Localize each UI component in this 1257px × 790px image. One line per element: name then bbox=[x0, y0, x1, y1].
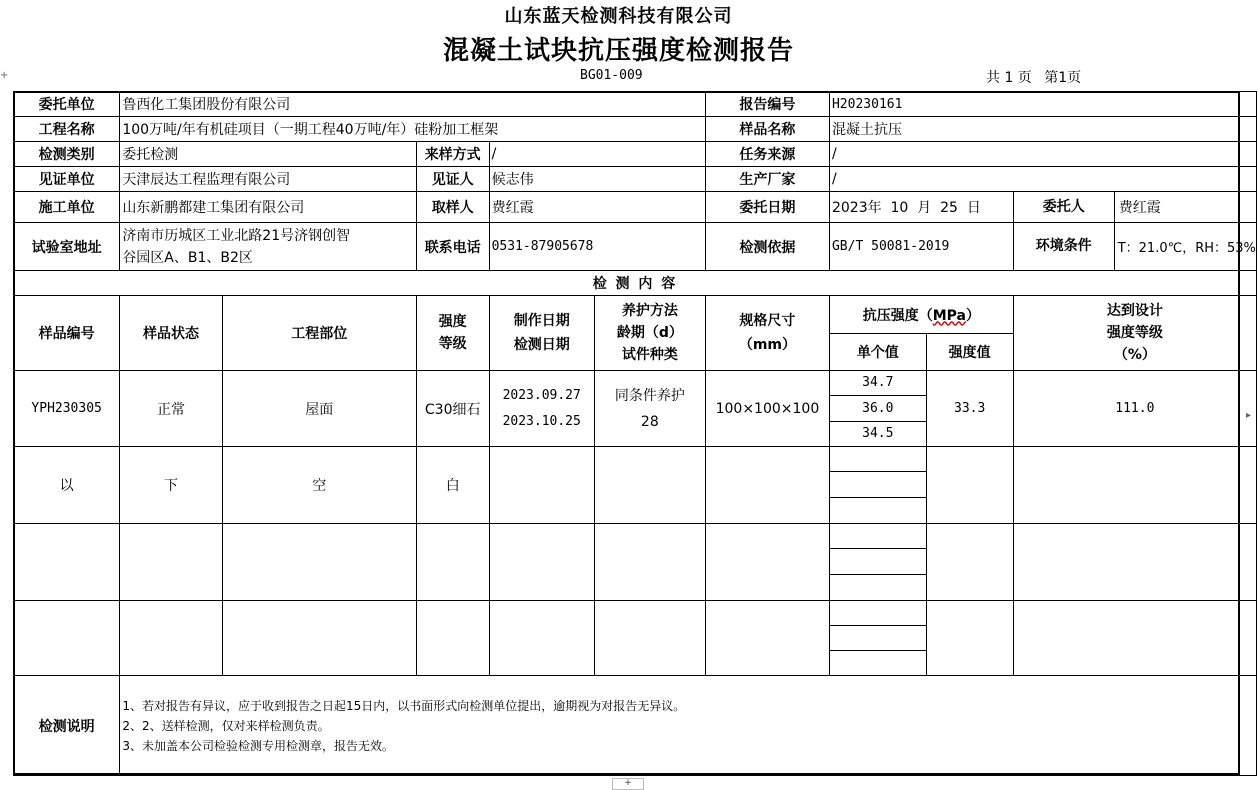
lab-address-label: 试验室地址 bbox=[14, 223, 120, 271]
row-resize-handle[interactable]: + bbox=[0, 70, 9, 81]
form-code: BG01-009 bbox=[580, 68, 643, 83]
col-design-line-2: 强度等级 bbox=[1106, 325, 1163, 341]
row-curing-method: 同条件养护 bbox=[614, 387, 685, 404]
phone-value: 0531-87905678 bbox=[489, 223, 705, 271]
row-single-3: 34.5 bbox=[862, 426, 894, 441]
report-no-label: 报告编号 bbox=[705, 92, 829, 117]
lab-address-line-2: 谷园区A、B1、B2区 bbox=[122, 249, 253, 266]
sampling-value: / bbox=[489, 142, 705, 167]
manufacturer-label: 生产厂家 bbox=[705, 167, 829, 192]
test-type-label: 检测类别 bbox=[14, 142, 120, 167]
client-value: 鲁西化工集团股份有限公司 bbox=[120, 92, 706, 117]
col-size-line-2: （mm） bbox=[738, 337, 797, 353]
company-name: 山东蓝天检测科技有限公司 bbox=[504, 6, 733, 27]
test-type-value: 委托检测 bbox=[120, 142, 416, 167]
row-strength: 33.3 bbox=[926, 371, 1013, 447]
col-curing-line-1: 养护方法 bbox=[621, 303, 678, 319]
sampling-label: 来样方式 bbox=[416, 142, 489, 167]
total-pages: 共 1 页 bbox=[986, 70, 1032, 86]
env-value: T：21.0℃，RH：53% bbox=[1117, 241, 1256, 256]
col-grade-line-2: 等级 bbox=[438, 336, 467, 352]
col-strength-value: 强度值 bbox=[926, 334, 1013, 371]
commission-date-label: 委托日期 bbox=[705, 192, 829, 223]
construction-label: 施工单位 bbox=[14, 192, 120, 223]
commissioner-label: 委托人 bbox=[1014, 192, 1115, 222]
basis-value: GB/T 50081-2019 bbox=[829, 223, 1013, 271]
col-single-value: 单个值 bbox=[829, 334, 926, 371]
construction-value: 山东新鹏都建工集团有限公司 bbox=[120, 192, 416, 223]
row-location: 屋面 bbox=[222, 371, 416, 447]
page-indicator bbox=[986, 67, 1089, 87]
task-source-label: 任务来源 bbox=[705, 142, 829, 167]
task-source-value: / bbox=[829, 142, 1256, 167]
report-title: 混凝土试块抗压强度检测报告 bbox=[442, 36, 794, 66]
witness-value: 候志伟 bbox=[489, 167, 705, 192]
commission-date-value: 2023年 10 月 25 日 bbox=[829, 192, 1013, 223]
row-grade: C30细石 bbox=[416, 371, 489, 447]
project-label: 工程名称 bbox=[14, 117, 120, 142]
project-value: 100万吨/年有机硅项目（一期工程40万吨/年）硅粉加工框架 bbox=[120, 117, 706, 142]
row-size: 100×100×100 bbox=[705, 371, 829, 447]
scroll-arrow-icon[interactable]: ▸ bbox=[1246, 410, 1252, 421]
row-sample-no: YPH230305 bbox=[14, 371, 120, 447]
outer-border bbox=[13, 91, 1240, 775]
col-sample-no: 样品编号 bbox=[14, 296, 120, 371]
phone-label: 联系电话 bbox=[416, 223, 489, 271]
page-number: 第1页 bbox=[1044, 70, 1082, 86]
row-state: 正常 bbox=[120, 371, 222, 447]
row-single-2: 36.0 bbox=[830, 396, 926, 422]
col-design-line-1: 达到设计 bbox=[1106, 303, 1163, 319]
notes-label: 检测说明 bbox=[14, 676, 120, 776]
lab-address-line-1: 济南市历城区工业北路21号济钢创智 bbox=[122, 227, 351, 244]
blank-marker-2: 下 bbox=[120, 447, 222, 524]
client-label: 委托单位 bbox=[14, 92, 120, 117]
blank-marker-4: 白 bbox=[416, 447, 489, 524]
col-size-line-1: 规格尺寸 bbox=[739, 313, 796, 329]
row-age: 28 bbox=[640, 413, 659, 430]
sampler-label: 取样人 bbox=[416, 192, 489, 223]
sample-name-value: 混凝土抗压 bbox=[829, 117, 1256, 142]
commissioner-value: 费红霞 bbox=[1118, 200, 1161, 216]
note-line-2: 2、2、送样检测，仅对来样检测负责。 bbox=[122, 718, 330, 733]
col-curing-line-3: 试件种类 bbox=[621, 347, 678, 363]
section-title: 检 测 内 容 bbox=[14, 271, 1257, 296]
note-line-1: 1、若对报告有异议，应于收到报告之日起15日内，以书面形式向检测单位提出，逾期视为对报告无异议。 bbox=[122, 698, 686, 713]
witness-unit-value: 天津辰达工程监理有限公司 bbox=[120, 167, 416, 192]
witness-unit-label: 见证单位 bbox=[14, 167, 120, 192]
row-percent: 111.0 bbox=[1013, 371, 1256, 447]
env-label: 环境条件 bbox=[1014, 223, 1115, 270]
row-single-1: 34.7 bbox=[830, 371, 926, 396]
col-design-line-3: （%） bbox=[1113, 347, 1156, 363]
note-line-3: 3、未加盖本公司检验检测专用检测章，报告无效。 bbox=[122, 738, 394, 753]
col-make-date: 制作日期 bbox=[513, 313, 570, 329]
col-strength-unit: MPa bbox=[932, 307, 966, 324]
col-grade-line-1: 强度 bbox=[438, 314, 467, 330]
blank-marker-3: 空 bbox=[222, 447, 416, 524]
col-location: 工程部位 bbox=[222, 296, 416, 371]
witness-label: 见证人 bbox=[416, 167, 489, 192]
col-curing-line-2: 龄期（d） bbox=[616, 325, 683, 341]
col-test-date: 检测日期 bbox=[513, 337, 570, 353]
report-no-value: H20230161 bbox=[829, 92, 1256, 117]
basis-label: 检测依据 bbox=[705, 223, 829, 271]
manufacturer-value: / bbox=[829, 167, 1256, 192]
add-sheet-button[interactable]: + bbox=[612, 778, 644, 790]
row-test-date: 2023.10.25 bbox=[502, 413, 581, 429]
row-make-date: 2023.09.27 bbox=[502, 387, 581, 403]
sampler-value: 费红霞 bbox=[489, 192, 705, 223]
col-strength-post: ） bbox=[965, 307, 980, 324]
blank-marker-1: 以 bbox=[14, 447, 120, 524]
sample-name-label: 样品名称 bbox=[705, 117, 829, 142]
col-sample-state: 样品状态 bbox=[120, 296, 222, 371]
col-strength-pre: 抗压强度（ bbox=[862, 307, 933, 324]
